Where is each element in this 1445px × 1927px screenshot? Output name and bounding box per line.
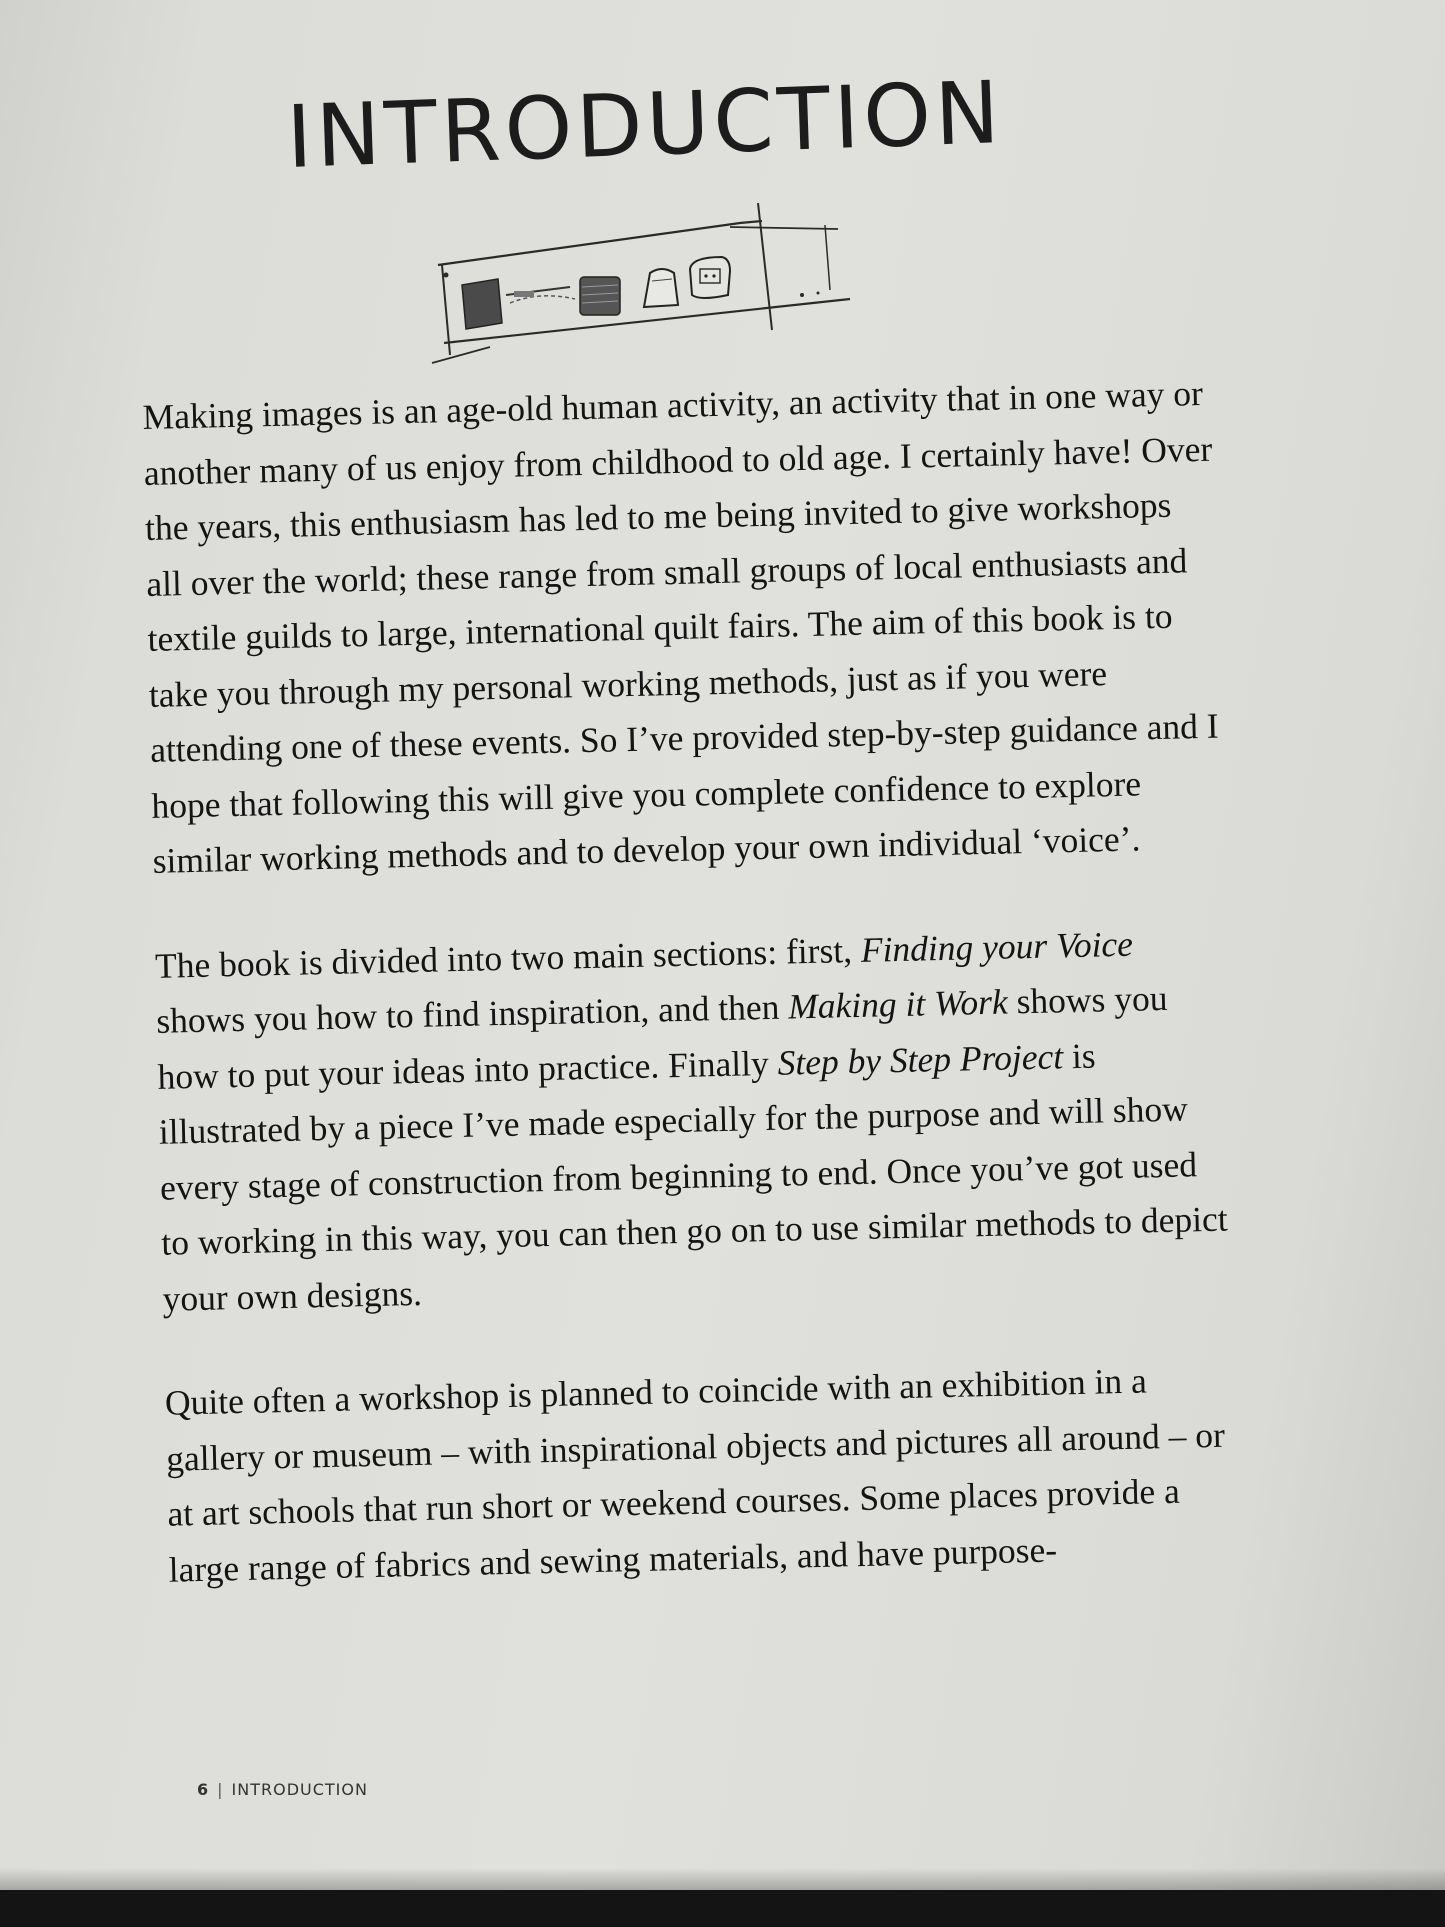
section-name: Step by Step Project <box>777 1035 1064 1083</box>
text-run: Making images is an age-old human activity, an activity that in one way or another many of us enjoy from childhood to old age. I certainly have! Over the years, this enthusiasm has led to me being invited to give workshops all over the world; these range from small groups of local enthusiasts and textile guilds to large, international quilt fairs. The aim of this book is to take you through my personal working methods, just as if you were attending one of these events. So I’ve provided step-by-step guidance and I hope that following this will give you complete confidence to explore similar working methods and to develop your own individual ‘voice’. <box>142 372 1219 881</box>
paragraph <box>142 366 1223 890</box>
footer-separator: | <box>217 1780 224 1799</box>
footer-section-label: INTRODUCTION <box>231 1780 368 1799</box>
paragraph <box>154 914 1233 1327</box>
needle-and-thread-icon <box>506 287 575 303</box>
text-run: is illustrated by a piece I’ve made especially for the purpose and will show every stage of construction from beginning to end. Once you’ve got used to working in this way, you can then go on to use similar methods to depict your own designs. <box>158 1035 1229 1319</box>
tape-measure-icon <box>690 257 730 298</box>
sewing-tools-sketch <box>430 195 860 370</box>
text-run: Quite often a workshop is planned to coincide with an exhibition in a gallery or museum – with inspirational objects and pictures all around – or at art schools that run short or weekend courses. Some places provide a large range of fabrics and sewing materials, and have purpose- <box>164 1360 1226 1590</box>
paragraph <box>164 1351 1239 1597</box>
thimble-icon <box>644 269 678 307</box>
section-name: Making it Work <box>787 981 1009 1027</box>
page-curl-shadow <box>0 1868 1445 1890</box>
background-edge <box>0 1890 1445 1927</box>
intro-body <box>142 366 1240 1647</box>
page-number: 6 <box>197 1780 210 1799</box>
page-title: INTRODUCTION <box>285 62 1005 188</box>
page-footer <box>197 1780 368 1799</box>
text-run: shows you how to put your ideas into practice. Finally <box>157 977 1168 1097</box>
section-name: Finding your Voice <box>860 923 1134 970</box>
text-run: shows you how to find inspiration, and then <box>155 986 789 1041</box>
fabric-swatch-icon <box>462 279 502 329</box>
thread-spool-icon <box>580 277 620 315</box>
text-run: The book is divided into two main sections: first, <box>154 929 862 986</box>
